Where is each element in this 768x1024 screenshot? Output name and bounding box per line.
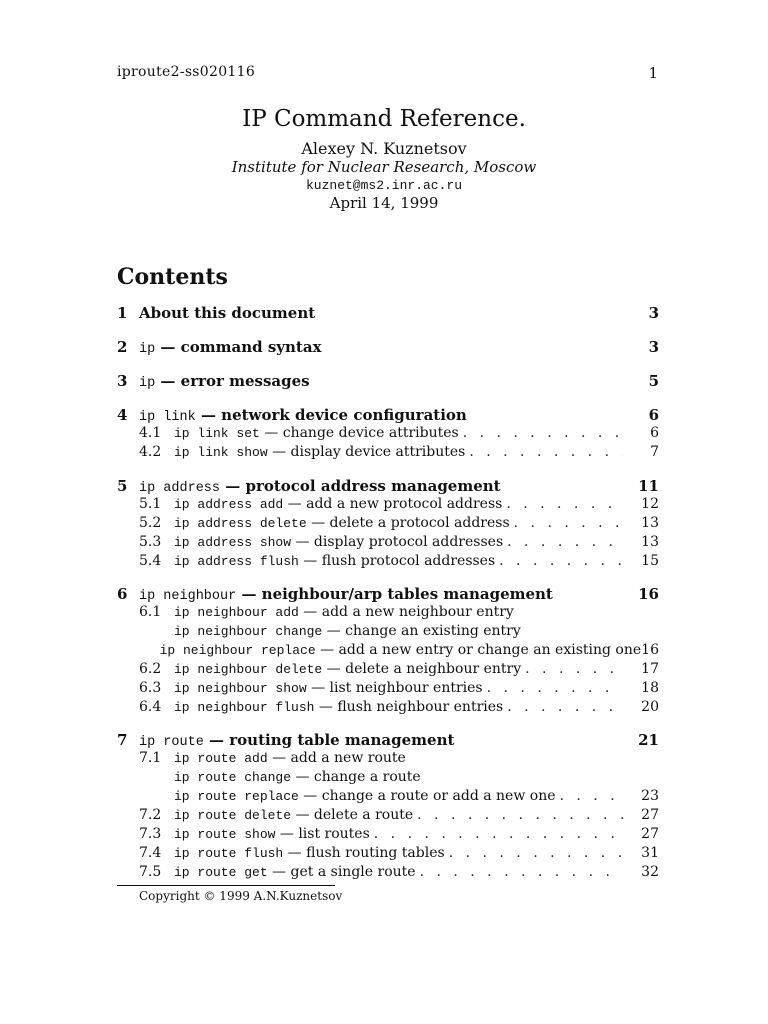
subsection-title: ip route add — add a new route [174, 750, 406, 766]
section-title: ip route — routing table management [139, 731, 455, 750]
section-page: 16 [638, 585, 659, 603]
subsection-title: ip neighbour change — change an existing entry [174, 623, 521, 639]
dot-leader [420, 864, 623, 880]
toc-section[interactable] [117, 731, 659, 750]
subsection-page: 32 [641, 864, 659, 880]
toc-subsection[interactable] [117, 534, 659, 553]
toc-section[interactable] [117, 372, 659, 391]
section-page: 6 [648, 406, 659, 424]
section-number: 1 [117, 304, 128, 322]
section-page: 5 [648, 372, 659, 390]
subsection-number: 7.2 [139, 807, 162, 823]
section-number: 7 [117, 731, 128, 749]
toc-subsection[interactable] [117, 769, 659, 788]
toc-subsection[interactable] [117, 515, 659, 534]
dot-leader [514, 515, 623, 531]
subsection-title: ip route flush — flush routing tables [174, 845, 445, 861]
dot-leader [487, 680, 623, 696]
subsection-page: 23 [641, 788, 659, 804]
subsection-page: 12 [641, 496, 659, 512]
toc-section[interactable] [117, 338, 659, 357]
dot-leader [469, 444, 623, 460]
subsection-number: 7.3 [139, 826, 162, 842]
section-title: About this document [139, 304, 316, 322]
subsection-title: ip neighbour show — list neighbour entries [174, 680, 483, 696]
subsection-title: ip route delete — delete a route [174, 807, 414, 823]
subsection-page: 7 [650, 444, 659, 460]
subsection-title: ip neighbour delete — delete a neighbour entry [174, 661, 522, 677]
subsection-title: ip route replace — change a route or add a new one [174, 788, 556, 804]
subsection-title: ip address show — display protocol addresses [174, 534, 504, 550]
section-title: ip link — network device configuration [139, 406, 467, 425]
running-head: iproute2-ss020116 [117, 64, 256, 80]
dot-leader [463, 425, 623, 441]
subsection-number: 5.3 [139, 534, 162, 550]
subsection-page: 17 [641, 661, 659, 677]
toc-subsection[interactable] [117, 845, 659, 864]
dot-leader [449, 845, 623, 861]
toc-subsection[interactable] [117, 623, 659, 642]
toc-subsection[interactable] [117, 699, 659, 718]
subsection-number: 4.2 [139, 444, 162, 460]
section-title: ip neighbour — neighbour/arp tables management [139, 585, 553, 604]
section-page: 3 [648, 338, 659, 356]
author-name: Alexey N. Kuznetsov [301, 139, 467, 158]
toc-subsection[interactable] [117, 604, 659, 623]
subsection-title: ip neighbour flush — flush neighbour entries [174, 699, 504, 715]
subsection-number: 4.1 [139, 425, 162, 441]
toc-section[interactable] [117, 477, 659, 496]
toc-subsection[interactable] [117, 553, 659, 572]
dot-leader [525, 661, 623, 677]
toc-subsection[interactable] [117, 807, 659, 826]
footnote-rule [117, 885, 335, 886]
subsection-title: ip neighbour add — add a new neighbour entry [174, 604, 514, 620]
subsection-page: 13 [641, 534, 659, 550]
subsection-number: 7.5 [139, 864, 162, 880]
dot-leader [560, 788, 624, 804]
section-number: 2 [117, 338, 128, 356]
toc-subsection[interactable] [117, 425, 659, 444]
subsection-number: 5.2 [139, 515, 162, 531]
dot-leader [506, 496, 623, 512]
dot-leader [374, 826, 623, 842]
institute-name: Institute for Nuclear Research, Moscow [231, 158, 537, 176]
toc-subsection[interactable] [117, 680, 659, 699]
subsection-title: ip link show — display device attributes [174, 444, 466, 460]
subsection-number: 6.2 [139, 661, 162, 677]
subsection-title: ip route get — get a single route [174, 864, 416, 880]
subsection-title: ip neighbour replace — add a new entry or change an existing one [159, 642, 642, 658]
section-number: 6 [117, 585, 128, 603]
subsection-number: 6.1 [139, 604, 162, 620]
subsection-page: 20 [641, 699, 659, 715]
subsection-title: ip link set — change device attributes [174, 425, 459, 441]
subsection-page: 18 [641, 680, 659, 696]
subsection-page: 15 [641, 553, 659, 569]
subsection-title: ip address add — add a new protocol address [174, 496, 503, 512]
section-number: 3 [117, 372, 128, 390]
subsection-page: 13 [641, 515, 659, 531]
subsection-page: 27 [641, 807, 659, 823]
section-number: 4 [117, 406, 128, 424]
subsection-title: ip route show — list routes [174, 826, 370, 842]
subsection-page: 31 [641, 845, 659, 861]
section-page: 21 [638, 731, 659, 749]
toc-subsection[interactable] [117, 642, 659, 661]
page-number: 1 [648, 64, 658, 82]
section-number: 5 [117, 477, 128, 495]
toc-subsection[interactable] [117, 788, 659, 807]
toc-section[interactable] [117, 304, 659, 323]
contents-heading: Contents [117, 264, 228, 290]
subsection-page: 6 [650, 425, 659, 441]
section-page: 3 [648, 304, 659, 322]
section-title: ip — command syntax [139, 338, 322, 357]
toc-subsection[interactable] [117, 496, 659, 515]
document-title: IP Command Reference. [242, 106, 526, 132]
subsection-number: 5.4 [139, 553, 162, 569]
subsection-page: 27 [641, 826, 659, 842]
subsection-title: ip address flush — flush protocol addresses [174, 553, 496, 569]
subsection-title: ip address delete — delete a protocol address [174, 515, 510, 531]
toc-subsection[interactable] [117, 444, 659, 463]
subsection-number: 6.4 [139, 699, 162, 715]
toc-section[interactable] [117, 406, 659, 425]
subsection-number: 5.1 [139, 496, 162, 512]
toc-subsection[interactable] [117, 826, 659, 845]
subsection-number: 7.1 [139, 750, 162, 766]
subsection-number: 7.4 [139, 845, 162, 861]
dot-leader [507, 699, 623, 715]
dot-leader [417, 807, 623, 823]
subsection-number: 6.3 [139, 680, 162, 696]
subsection-page: 16 [641, 642, 659, 658]
author-email: kuznet@ms2.inr.ac.ru [305, 178, 463, 193]
subsection-title: ip route change — change a route [174, 769, 421, 785]
section-title: ip — error messages [139, 372, 310, 391]
toc-subsection[interactable] [117, 750, 659, 769]
toc-subsection[interactable] [117, 864, 659, 883]
toc-section[interactable] [117, 585, 659, 604]
copyright-footnote: Copyright © 1999 A.N.Kuznetsov [139, 889, 343, 903]
dot-leader [499, 553, 623, 569]
toc-subsection[interactable] [117, 661, 659, 680]
dot-leader [507, 534, 623, 550]
section-page: 11 [638, 477, 659, 495]
document-date: April 14, 1999 [329, 194, 439, 212]
section-title: ip address — protocol address management [139, 477, 501, 496]
